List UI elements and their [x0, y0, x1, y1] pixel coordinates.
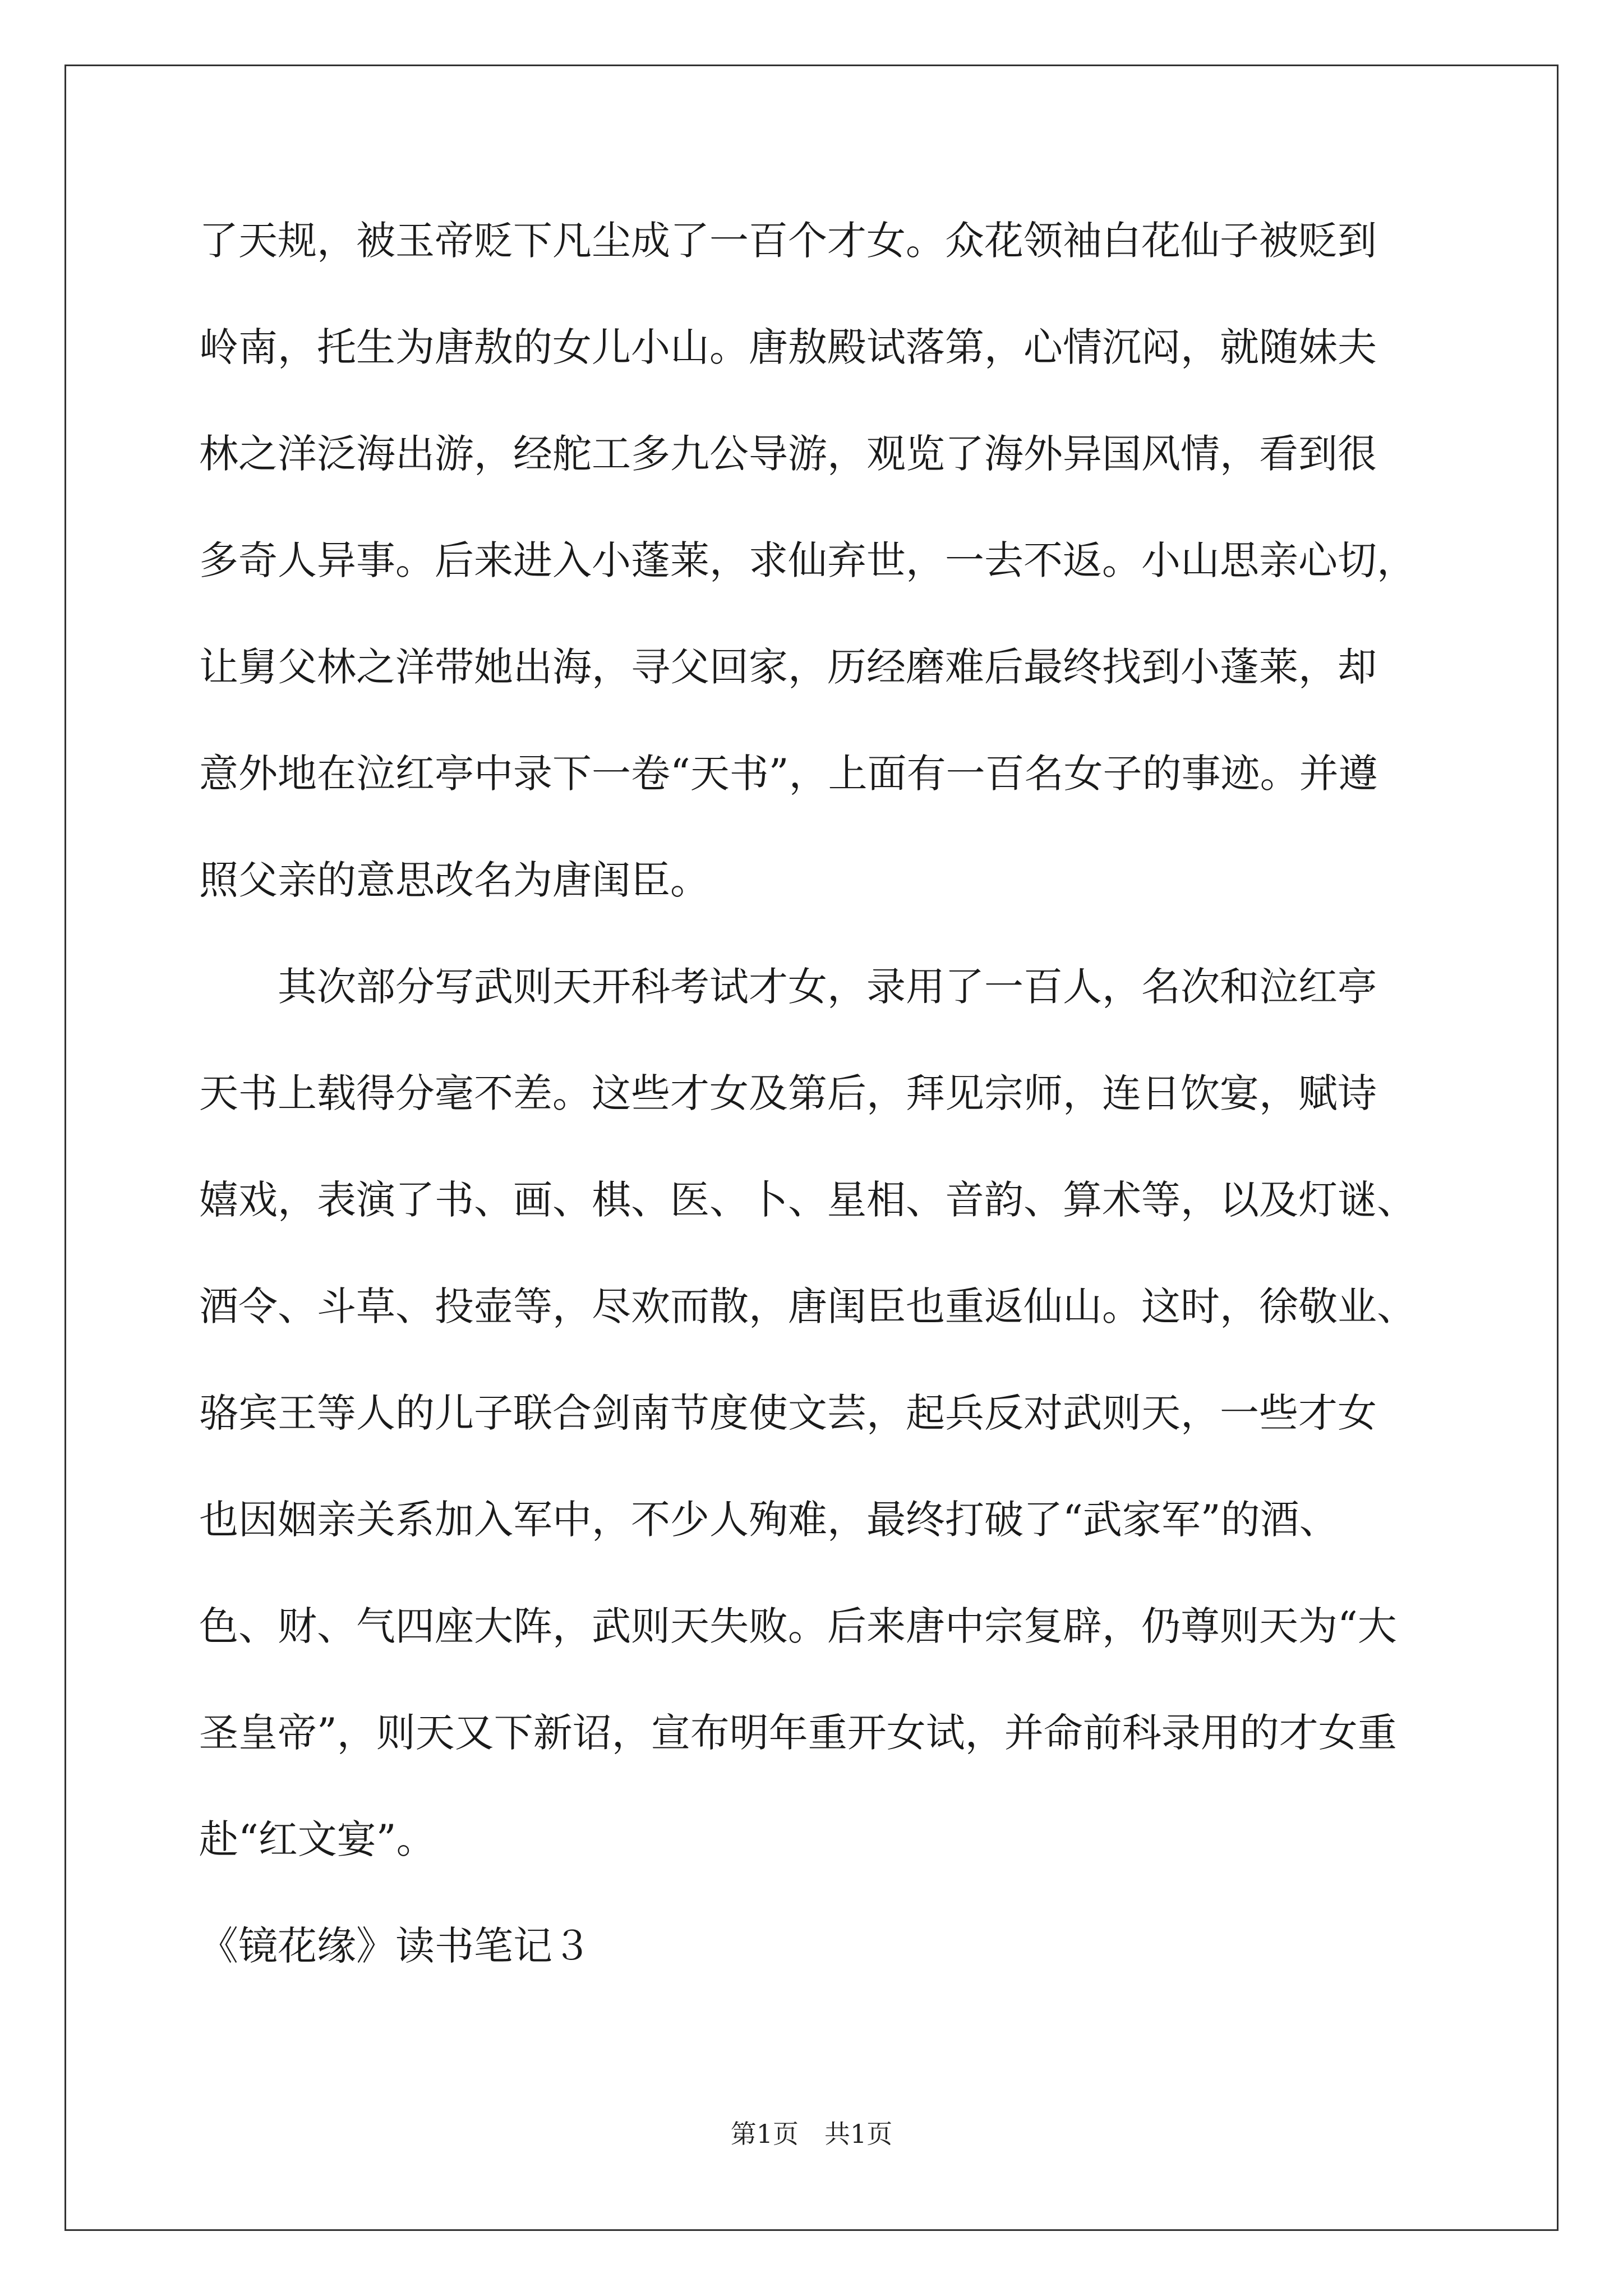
page-footer — [0, 2114, 1623, 2151]
text-line: 嬉戏，表演了书、画、棋、医、卜、星相、音韵、算术等，以及灯谜、 — [199, 1177, 1416, 1223]
text-line: 林之洋泛海出游，经舵工多九公导游，观览了海外异国风情，看到很 — [199, 431, 1377, 477]
text-line: 赴“红文宴”。 — [199, 1816, 436, 1862]
paragraph-1 — [199, 215, 1455, 961]
text-line: 天书上载得分毫不差。这些才女及第后，拜见宗师，连日饮宴，赋诗 — [199, 1070, 1377, 1116]
text-line: 也因姻亲关系加入军中，不少人殉难，最终打破了“武家军”的酒、 — [199, 1497, 1339, 1543]
paragraph-2 — [199, 961, 1455, 1920]
text-line: 色、财、气四座大阵，武则天失败。后来唐中宗复辟，仍尊则天为“大 — [199, 1603, 1397, 1649]
text-line: 照父亲的意思改名为唐闺臣。 — [199, 857, 709, 903]
page-total: 共1页 — [824, 2119, 893, 2149]
text-line: 骆宾王等人的儿子联合剑南节度使文芸，起兵反对武则天，一些才女 — [199, 1390, 1377, 1436]
text-line: 多奇人异事。后来进入小蓬莱，求仙弃世，一去不返。小山思亲心切， — [199, 537, 1416, 583]
text-line: 岭南，托生为唐敖的女儿小山。唐敖殿试落第，心情沉闷，就随妹夫 — [199, 324, 1377, 370]
text-line: 酒令、斗草、投壶等，尽欢而散，唐闺臣也重返仙山。这时，徐敬业、 — [199, 1283, 1416, 1329]
text-line: 让舅父林之洋带她出海，寻父回家，历经磨难后最终找到小蓬莱，却 — [199, 644, 1377, 690]
text-line: 意外地在泣红亭中录下一卷“天书”，上面有一百名女子的事迹。并遵 — [199, 751, 1378, 797]
text-line: 其次部分写武则天开科考试才女，录用了一百人，名次和泣红亭 — [199, 964, 1377, 1010]
text-line: 圣皇帝”，则天又下新诏，宣布明年重开女试，并命前科录用的才女重 — [199, 1710, 1397, 1756]
page-number: 第1页 — [730, 2119, 799, 2149]
text-line: 了天规，被玉帝贬下凡尘成了一百个才女。众花领袖白花仙子被贬到 — [199, 218, 1377, 264]
document-body — [199, 215, 1455, 1976]
section-heading: 《镜花缘》读书笔记３ — [199, 1923, 592, 1969]
